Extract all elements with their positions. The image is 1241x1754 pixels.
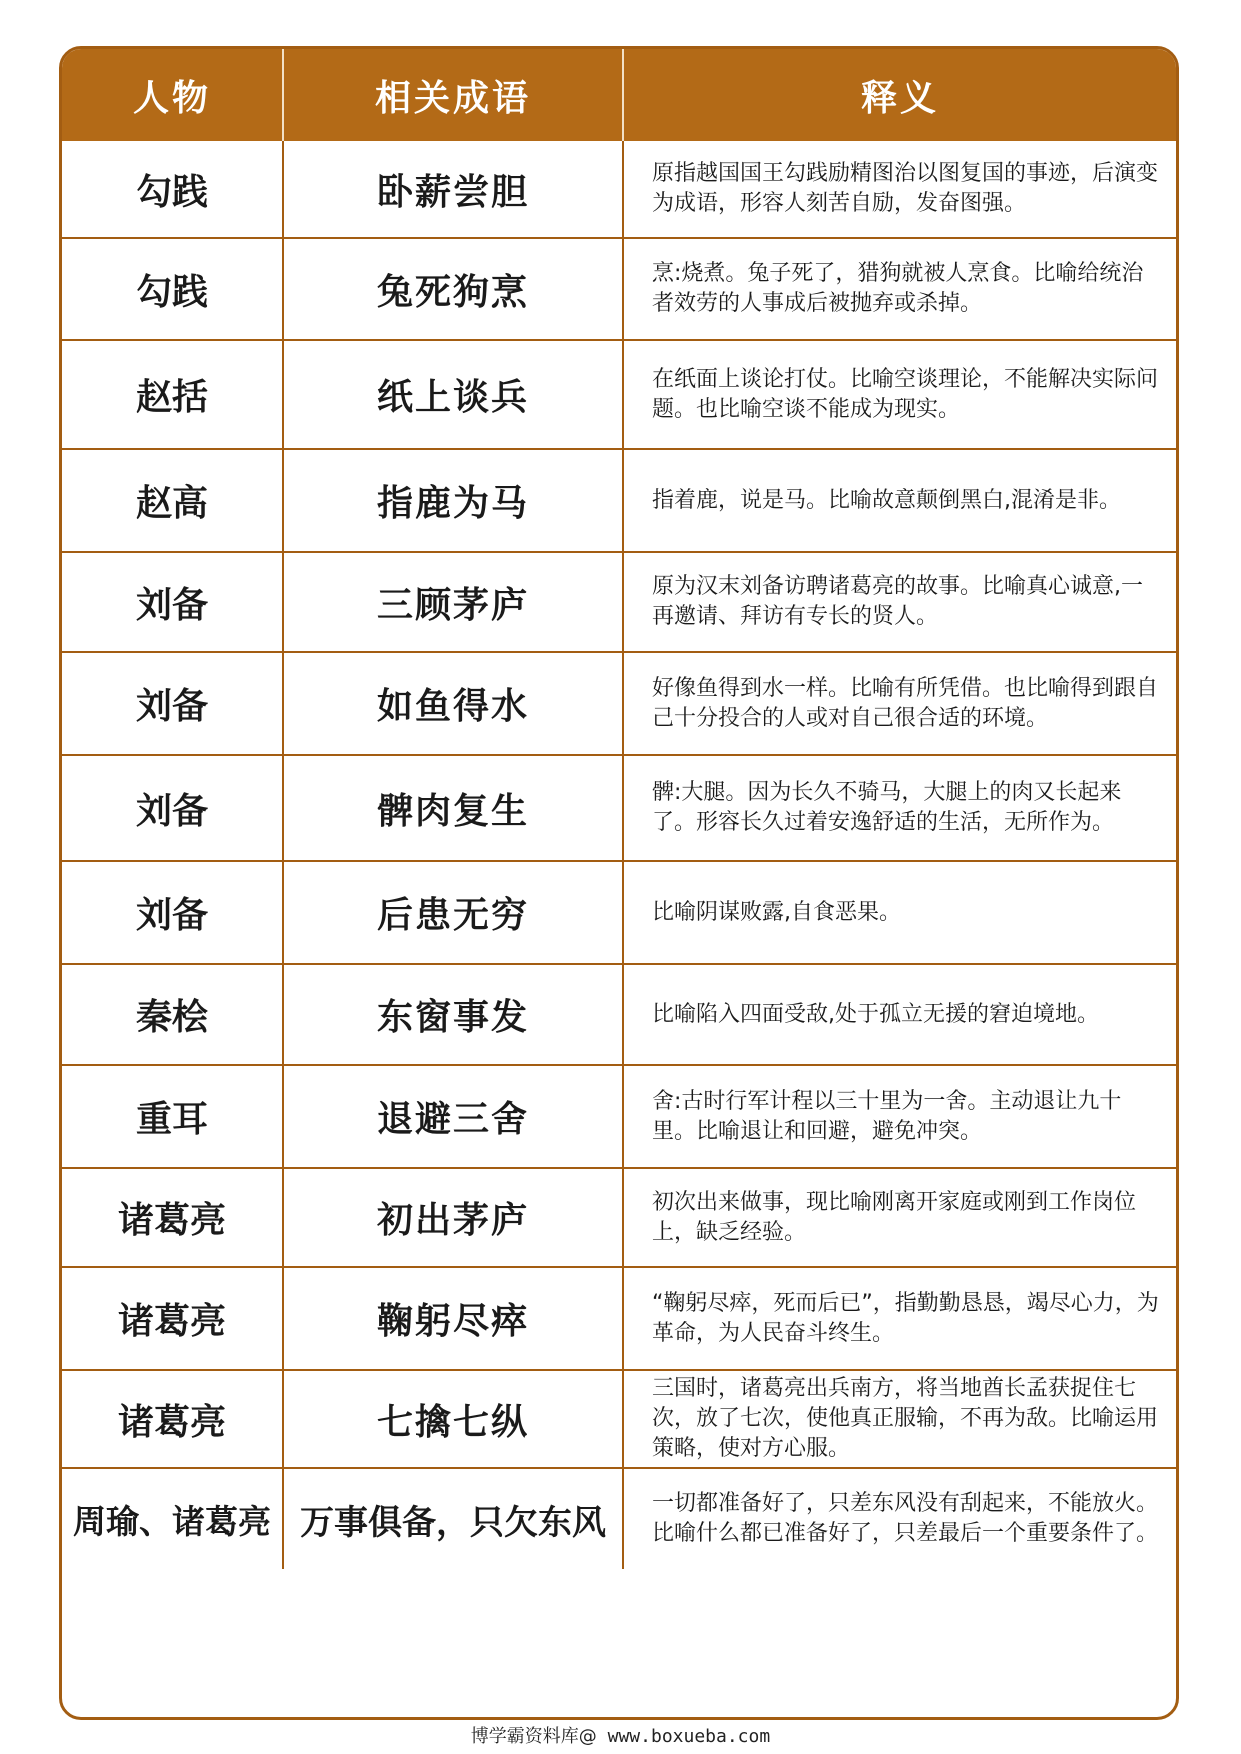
- idiom-text: 髀肉复生: [376, 790, 529, 832]
- table-row: [62, 965, 1176, 1066]
- table-row: [62, 341, 1176, 450]
- meaning-cell: [624, 1371, 1176, 1467]
- idiom-cell: [284, 756, 624, 860]
- table-row: [62, 1371, 1176, 1469]
- meaning-text: 一切都准备好了，只差东风没有刮起来，不能放火。比喻什么都已准备好了，只差最后一个重要条件了。: [652, 1491, 1159, 1546]
- idiom-text: 指鹿为马: [376, 483, 529, 524]
- person-name: 赵高: [135, 483, 208, 524]
- table-row: [62, 756, 1176, 862]
- header-meaning-label: 释义: [860, 77, 939, 119]
- idiom-cell: [284, 141, 624, 237]
- idiom-text: 退避三舍: [376, 1099, 529, 1140]
- table-row: [62, 1066, 1176, 1169]
- person-cell: [62, 1371, 284, 1467]
- meaning-cell: [624, 1469, 1176, 1569]
- meaning-cell: [624, 653, 1176, 754]
- meaning-cell: [624, 553, 1176, 651]
- person-name: 刘备: [135, 790, 208, 832]
- table-row: [62, 653, 1176, 756]
- meaning-text: 三国时，诸葛亮出兵南方，将当地酋长孟获捉住七次，放了七次，使他真正服输，不再为敌。比喻运用策略，使对方心服。: [652, 1376, 1159, 1461]
- person-cell: [62, 450, 284, 551]
- header-cell-person: [62, 49, 284, 141]
- meaning-cell: [624, 862, 1176, 963]
- person-cell: [62, 1469, 284, 1569]
- idiom-cell: [284, 450, 624, 551]
- meaning-cell: [624, 1268, 1176, 1369]
- idiom-text: 纸上谈兵: [376, 377, 529, 418]
- meaning-cell: [624, 1066, 1176, 1167]
- meaning-text: 比喻陷入四面受敌,处于孤立无援的窘迫境地。: [652, 1001, 1099, 1027]
- table-row: [62, 239, 1176, 341]
- idiom-text: 万事俱备，只欠东风: [300, 1502, 606, 1543]
- person-name: 秦桧: [135, 997, 208, 1038]
- idiom-text: 如鱼得水: [376, 686, 529, 727]
- meaning-text: 舍:古时行军计程以三十里为一舍。主动退让九十里。比喻退让和回避，避免冲突。: [652, 1088, 1122, 1144]
- person-name: 勾践: [135, 271, 208, 313]
- idiom-cell: [284, 1371, 624, 1467]
- meaning-cell: [624, 756, 1176, 860]
- idiom-text: 三顾茅庐: [376, 584, 529, 626]
- table-row: [62, 1169, 1176, 1268]
- table-row: [62, 862, 1176, 965]
- idiom-cell: [284, 862, 624, 963]
- header-idiom-label: 相关成语: [374, 77, 531, 119]
- person-cell: [62, 862, 284, 963]
- person-cell: [62, 1169, 284, 1266]
- header-cell-meaning: [624, 49, 1176, 141]
- person-cell: [62, 553, 284, 651]
- idiom-cell: [284, 341, 624, 448]
- person-name: 重耳: [135, 1099, 208, 1140]
- footer-url: www.boxueba.com: [596, 1726, 771, 1747]
- idiom-cell: [284, 1469, 624, 1569]
- idiom-cell: [284, 1169, 624, 1266]
- idiom-cell: [284, 1268, 624, 1369]
- meaning-cell: [624, 239, 1176, 339]
- person-cell: [62, 1066, 284, 1167]
- idiom-cell: [284, 553, 624, 651]
- person-name: 刘备: [135, 686, 208, 727]
- idiom-text: 后患无穷: [376, 895, 529, 936]
- person-cell: [62, 653, 284, 754]
- idiom-table: [59, 46, 1179, 1720]
- idiom-text: 卧薪尝胆: [376, 171, 529, 213]
- table-row: [62, 1469, 1176, 1569]
- footer-watermark: [0, 1722, 1241, 1748]
- person-cell: [62, 239, 284, 339]
- meaning-text: 原指越国国王勾践励精图治以图复国的事迹，后演变为成语，形容人刻苦自励，发奋图强。: [652, 161, 1159, 216]
- meaning-text: 初次出来做事，现比喻刚离开家庭或刚到工作岗位上，缺乏经验。: [652, 1189, 1137, 1245]
- person-cell: [62, 965, 284, 1064]
- person-cell: [62, 341, 284, 448]
- idiom-cell: [284, 239, 624, 339]
- idiom-cell: [284, 653, 624, 754]
- table-row: [62, 450, 1176, 553]
- meaning-text: 好像鱼得到水一样。比喻有所凭借。也比喻得到跟自己十分投合的人或对自己很合适的环境。: [652, 675, 1159, 731]
- person-cell: [62, 1268, 284, 1369]
- meaning-text: 指着鹿，说是马。比喻故意颠倒黑白,混淆是非。: [652, 487, 1121, 513]
- idiom-cell: [284, 965, 624, 1064]
- table-header: [62, 49, 1176, 141]
- meaning-text: 在纸面上谈论打仗。比喻空谈理论，不能解决实际问题。也比喻空谈不能成为现实。: [652, 366, 1159, 422]
- person-cell: [62, 756, 284, 860]
- meaning-text: 比喻阴谋败露,自食恶果。: [652, 899, 901, 925]
- idiom-cell: [284, 1066, 624, 1167]
- meaning-cell: [624, 341, 1176, 448]
- meaning-text: “鞠躬尽瘁，死而后已”，指勤勤恳恳，竭尽心力，为革命，为人民奋斗终生。: [652, 1290, 1159, 1346]
- person-cell: [62, 141, 284, 237]
- table-row: [62, 1268, 1176, 1371]
- meaning-text: 原为汉末刘备访聘诸葛亮的故事。比喻真心诚意,一再邀请、拜访有专长的贤人。: [652, 574, 1143, 629]
- idiom-text: 七擒七纵: [376, 1401, 529, 1443]
- meaning-cell: [624, 450, 1176, 551]
- person-name: 诸葛亮: [117, 1401, 226, 1443]
- person-name: 刘备: [135, 895, 208, 936]
- person-name: 赵括: [135, 377, 208, 418]
- header-cell-idiom: [284, 49, 624, 141]
- person-name: 诸葛亮: [117, 1200, 226, 1241]
- person-name: 刘备: [135, 584, 208, 626]
- footer-site-name: 博学霸资料库@: [470, 1726, 597, 1747]
- header-person-label: 人物: [132, 77, 211, 119]
- meaning-text: 髀:大腿。因为长久不骑马，大腿上的肉又长起来了。形容长久过着安逸舒适的生活，无所作为。: [652, 780, 1122, 835]
- idiom-text: 兔死狗烹: [376, 271, 529, 313]
- meaning-cell: [624, 1169, 1176, 1266]
- person-name: 诸葛亮: [117, 1301, 226, 1342]
- person-name: 周瑜、诸葛亮: [73, 1501, 271, 1541]
- table-row: [62, 553, 1176, 653]
- meaning-cell: [624, 965, 1176, 1064]
- idiom-text: 东窗事发: [376, 997, 529, 1038]
- table-row: [62, 141, 1176, 239]
- idiom-text: 鞠躬尽瘁: [376, 1301, 529, 1342]
- person-name: 勾践: [135, 171, 208, 213]
- meaning-cell: [624, 141, 1176, 237]
- meaning-text: 烹:烧煮。兔子死了，猎狗就被人烹食。比喻给统治者效劳的人事成后被抛弃或杀掉。: [652, 261, 1144, 316]
- idiom-text: 初出茅庐: [376, 1200, 529, 1241]
